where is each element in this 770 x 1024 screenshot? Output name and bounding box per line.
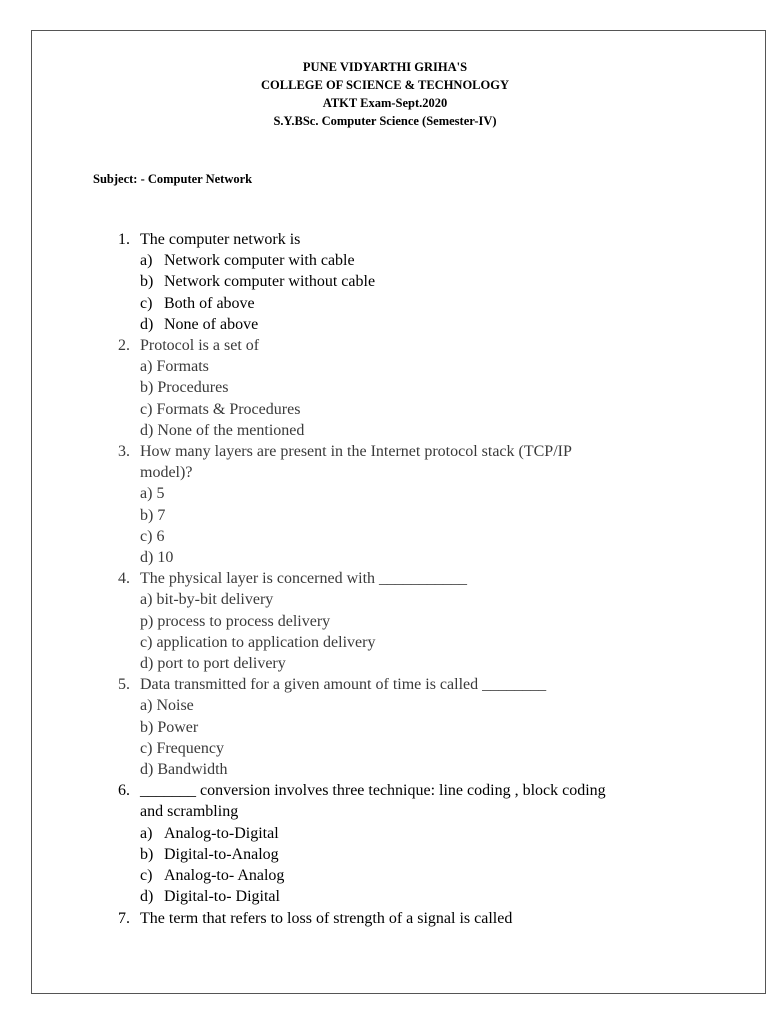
option-text: application to application delivery xyxy=(156,633,376,651)
question-text: Data transmitted for a given amount of time is called ________ xyxy=(140,676,547,694)
option-item xyxy=(0,653,770,674)
option-item xyxy=(0,399,770,420)
option-item xyxy=(0,886,770,907)
option-label: d) xyxy=(140,421,154,439)
option-item xyxy=(0,632,770,653)
option-text: Power xyxy=(157,718,199,736)
question-text: Protocol is a set of xyxy=(140,337,260,355)
option-label: b) xyxy=(140,379,154,397)
option-text: Frequency xyxy=(156,739,224,757)
option-item xyxy=(0,717,770,738)
question-2 xyxy=(0,335,770,441)
option-item xyxy=(0,356,770,377)
question-text: The physical layer is concerned with ___________ xyxy=(140,570,468,588)
option-text: Network computer with cable xyxy=(164,252,355,270)
option-text: None of the mentioned xyxy=(157,421,305,439)
option-text: 10 xyxy=(157,549,174,567)
option-label: c) xyxy=(140,739,153,757)
question-text-continued: model)? xyxy=(140,464,193,482)
option-item xyxy=(0,695,770,716)
option-item xyxy=(0,526,770,547)
option-item xyxy=(0,483,770,504)
option-item xyxy=(0,865,770,886)
option-text: Formats xyxy=(156,358,209,376)
option-text: Digital-to-Analog xyxy=(164,845,279,863)
option-label: b) xyxy=(140,506,154,524)
option-item xyxy=(0,823,770,844)
option-item xyxy=(0,377,770,398)
option-text: Noise xyxy=(156,697,194,715)
institution-name: PUNE VIDYARTHI GRIHA'S xyxy=(302,60,468,74)
question-text: How many layers are present in the Internet protocol stack (TCP/IP xyxy=(140,443,572,461)
option-text: bit-by-bit delivery xyxy=(156,591,274,609)
option-text: 5 xyxy=(156,485,165,503)
question-4 xyxy=(0,568,770,674)
option-label: b) xyxy=(140,718,154,736)
option-text: Digital-to- Digital xyxy=(164,888,280,906)
option-label: c) xyxy=(140,294,153,312)
exam-name: ATKT Exam-Sept.2020 xyxy=(322,96,448,110)
option-text: 7 xyxy=(157,506,166,524)
option-text: process to process delivery xyxy=(157,612,331,630)
option-label: a) xyxy=(140,252,153,270)
question-list xyxy=(0,229,770,929)
option-item xyxy=(0,547,770,568)
option-text: port to port delivery xyxy=(157,655,286,673)
option-label: a) xyxy=(140,824,153,842)
option-item xyxy=(0,271,770,292)
question-number: 1. xyxy=(118,231,130,248)
option-text: None of above xyxy=(164,315,259,333)
question-stem xyxy=(0,335,770,356)
option-label: d) xyxy=(140,761,154,779)
question-text: The computer network is xyxy=(140,231,301,248)
option-label: a) xyxy=(140,358,153,376)
question-number: 6. xyxy=(118,782,130,800)
option-label: b) xyxy=(140,845,154,863)
question-number: 4. xyxy=(118,570,130,588)
option-label: d) xyxy=(140,549,154,567)
question-number: 3. xyxy=(118,443,130,461)
option-label: c) xyxy=(140,527,153,545)
question-text-continued: and scrambling xyxy=(140,803,239,821)
question-stem xyxy=(0,441,770,462)
option-item xyxy=(0,314,770,335)
option-text: Analog-to-Digital xyxy=(164,824,279,842)
question-stem xyxy=(0,908,770,929)
question-number: 2. xyxy=(118,337,130,355)
option-label: d) xyxy=(140,315,154,333)
question-stem xyxy=(0,568,770,589)
question-text: The term that refers to loss of strength of a signal is called xyxy=(140,909,513,927)
option-label: d) xyxy=(140,655,154,673)
document-header xyxy=(0,58,770,130)
question-number: 7. xyxy=(118,909,130,927)
option-label: c) xyxy=(140,867,153,885)
question-6 xyxy=(0,780,770,907)
college-name: COLLEGE OF SCIENCE & TECHNOLOGY xyxy=(261,78,509,92)
option-label: c) xyxy=(140,400,153,418)
option-label: a) xyxy=(140,591,153,609)
option-label: d) xyxy=(140,888,154,906)
option-item xyxy=(0,420,770,441)
question-stem xyxy=(0,674,770,695)
option-item xyxy=(0,844,770,865)
option-item xyxy=(0,505,770,526)
option-label: a) xyxy=(140,697,153,715)
option-item xyxy=(0,589,770,610)
course-name: S.Y.BSc. Computer Science (Semester-IV) xyxy=(273,114,497,128)
subject-heading: Subject: - Computer Network xyxy=(93,172,253,186)
option-text: Procedures xyxy=(157,379,229,397)
option-text: 6 xyxy=(156,527,165,545)
option-item xyxy=(0,293,770,314)
question-text: _______ conversion involves three technique: line coding , block coding xyxy=(140,782,606,800)
option-label: c) xyxy=(140,633,153,651)
option-item xyxy=(0,250,770,271)
option-text: Both of above xyxy=(164,294,255,312)
option-text: Formats & Procedures xyxy=(156,400,301,418)
option-text: Network computer without cable xyxy=(164,273,376,291)
option-item xyxy=(0,611,770,632)
option-label: a) xyxy=(140,485,153,503)
option-item xyxy=(0,738,770,759)
option-text: Bandwidth xyxy=(157,761,228,779)
option-label: b) xyxy=(140,273,154,291)
question-5 xyxy=(0,674,770,780)
option-text: Analog-to- Analog xyxy=(164,867,285,885)
option-item xyxy=(0,759,770,780)
option-label: p) xyxy=(140,612,154,630)
question-stem xyxy=(0,780,770,801)
question-7 xyxy=(0,908,770,929)
question-3 xyxy=(0,441,770,568)
question-1 xyxy=(0,229,770,335)
question-number: 5. xyxy=(118,676,130,694)
question-stem xyxy=(0,229,770,250)
